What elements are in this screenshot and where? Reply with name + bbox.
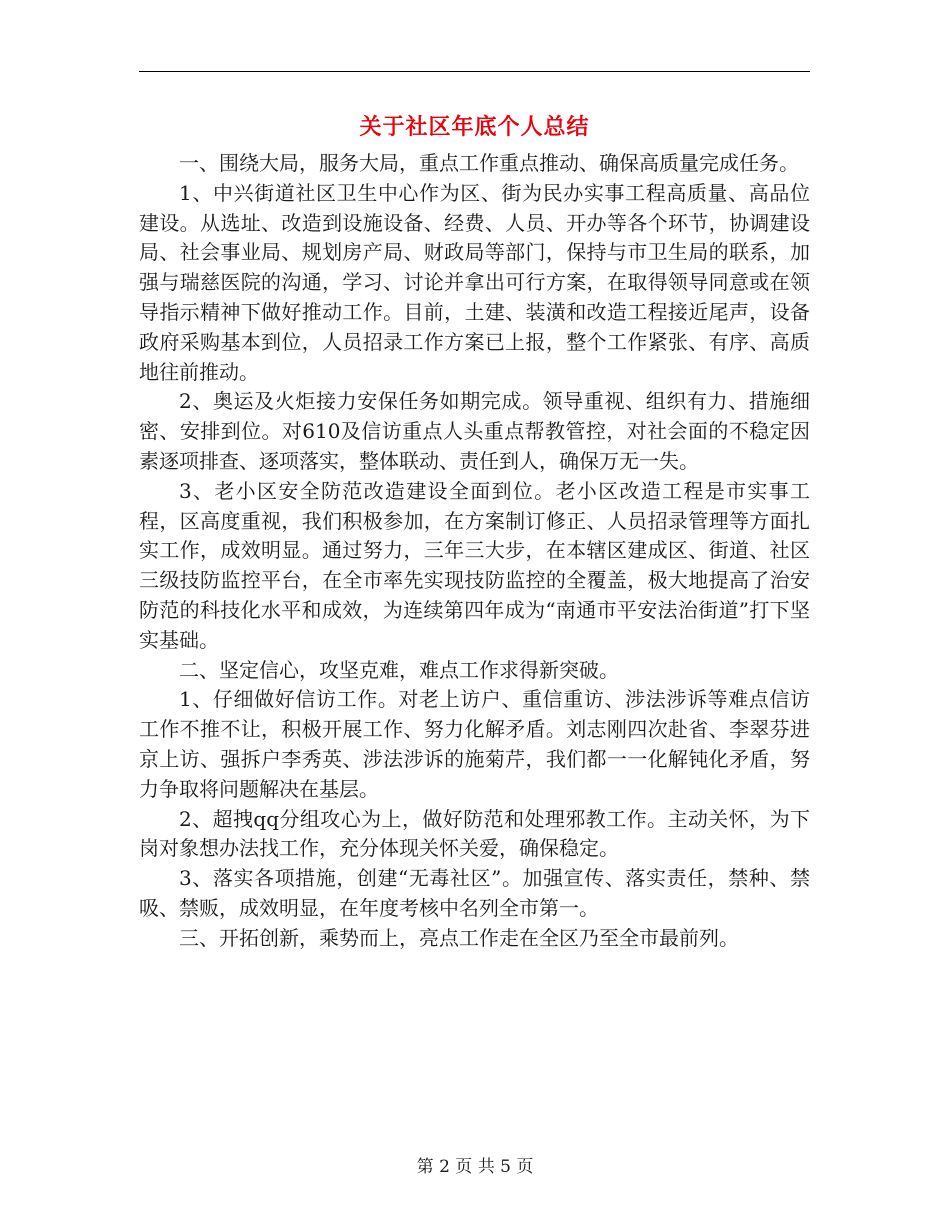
paragraph: 2、奥运及火炬接力安保任务如期完成。领导重视、组织有力、措施细密、安排到位。对610及信访重点人头重点帮教管控，对社会面的不稳定因素逐项排查、逐项落实，整体联动、责任到人，确保万无一失。 (139, 389, 810, 473)
paragraph: 3、老小区安全防范改造建设全面到位。老小区改造工程是市实事工程，区高度重视，我们积极参加，在方案制订修正、人员招录管理等方面扎实工作，成效明显。通过努力，三年三大步，在本辖区建成区、街道、社区三级技防监控平台，在全市率先实现技防监控的全覆盖，极大地提高了治安防范的科技化水平和成效，为连续第四年成为“南通市平安法治街道”打下坚实基础。 (139, 478, 810, 652)
document-body (139, 149, 810, 954)
header-rule (139, 71, 810, 72)
paragraph: 1、仔细做好信访工作。对老上访户、重信重访、涉法涉诉等难点信访工作不推不让，积极开展工作、努力化解矛盾。刘志刚四次赴省、李翠芬进京上访、强拆户李秀英、涉法涉诉的施菊芹，我们都一一化解钝化矛盾，努力争取将问题解决在基层。 (139, 687, 810, 801)
document-title: 关于社区年底个人总结 (359, 114, 590, 140)
page-number: 第 2 页 共 5 页 (416, 1157, 534, 1177)
paragraph: 3、落实各项措施，创建“无毒社区”。加强宣传、落实责任，禁种、禁吸、禁贩，成效明显，在年度考核中名列全市第一。 (139, 866, 810, 920)
section-heading-1: 一、围绕大局，服务大局，重点工作重点推动、确保高质量完成任务。 (179, 151, 799, 175)
paragraph: 2、超拽qq分组攻心为上，做好防范和处理邪教工作。主动关怀，为下岗对象想办法找工作，充分体现关怀关爱，确保稳定。 (139, 806, 810, 861)
section-heading-2: 二、坚定信心，攻坚克难，难点工作求得新突破。 (179, 657, 619, 682)
paragraph: 1、中兴街道社区卫生中心作为区、街为民办实事工程高质量、高品位建设。从选址、改造到设施设备、经费、人员、开办等各个环节，协调建设局、社会事业局、规划房产局、财政局等部门，保持与市卫生局的联系，加强与瑞慈医院的沟通，学习、讨论并拿出可行方案，在取得领导同意或在领导指示精神下做好推动工作。目前，土建、装潢和改造工程接近尾声，设备政府采购基本到位，人员招录工作方案已上报，整个工作紧张、有序、高质地往前推动。 (139, 180, 810, 384)
section-heading-3: 三、开拓创新，乘势而上，亮点工作走在全区乃至全市最前列。 (179, 925, 739, 950)
